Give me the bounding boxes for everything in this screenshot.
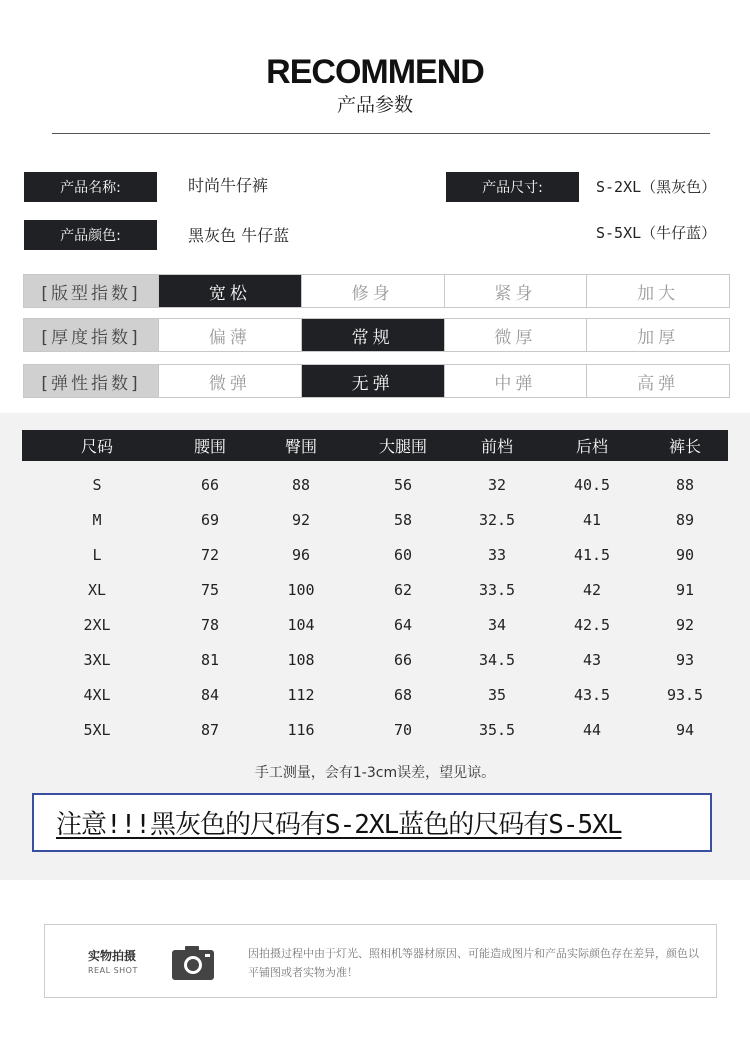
product-color-label: 产品颜色: <box>24 220 157 250</box>
cell-waist: 72 <box>200 545 220 564</box>
cell-size: 2XL <box>83 615 111 634</box>
table-row <box>22 642 728 677</box>
cell-waist: 66 <box>200 475 220 494</box>
fit-option-loose: 宽松 <box>158 275 301 307</box>
table-row <box>22 712 728 747</box>
header-divider <box>52 133 710 134</box>
camera-icon <box>171 945 215 981</box>
cell-size: 5XL <box>83 720 111 739</box>
cell-front-rise: 33.5 <box>478 580 516 599</box>
cell-thigh: 64 <box>393 615 413 634</box>
table-row <box>22 537 728 572</box>
thickness-index-row <box>23 318 730 352</box>
cell-thigh: 66 <box>393 650 413 669</box>
cell-waist: 78 <box>200 615 220 634</box>
thickness-option-regular: 常规 <box>301 319 444 351</box>
table-row <box>22 572 728 607</box>
cell-size: L <box>92 545 102 564</box>
cell-thigh: 58 <box>393 510 413 529</box>
cell-waist: 84 <box>200 685 220 704</box>
cell-front-rise: 34.5 <box>478 650 516 669</box>
elasticity-option-high: 高弹 <box>586 365 729 397</box>
fit-option-plus: 加大 <box>586 275 729 307</box>
cell-hip: 108 <box>287 650 315 669</box>
cell-thigh: 70 <box>393 720 413 739</box>
product-color-value: 黑灰色 牛仔蓝 <box>188 226 290 245</box>
page-title: RECOMMEND <box>266 53 484 91</box>
cell-size: S <box>92 475 102 494</box>
header-length: 裤长 <box>668 437 701 456</box>
product-size-label: 产品尺寸: <box>446 172 579 202</box>
cell-waist: 75 <box>200 580 220 599</box>
thickness-option-slightly-thick: 微厚 <box>444 319 587 351</box>
cell-front-rise: 32 <box>487 475 507 494</box>
elasticity-index-label: [弹性指数] <box>24 365 158 397</box>
fit-option-slim: 修身 <box>301 275 444 307</box>
table-row <box>22 467 728 502</box>
cell-size: 3XL <box>83 650 111 669</box>
cell-length: 93 <box>675 650 695 669</box>
cell-front-rise: 32.5 <box>478 510 516 529</box>
cell-hip: 92 <box>291 510 311 529</box>
fit-option-tight: 紧身 <box>444 275 587 307</box>
thickness-option-thick: 加厚 <box>586 319 729 351</box>
product-size-value-2: S-5XL（牛仔蓝） <box>596 224 717 242</box>
cell-back-rise: 44 <box>582 720 602 739</box>
cell-front-rise: 33 <box>487 545 507 564</box>
header-hip: 臀围 <box>284 437 317 456</box>
cell-length: 88 <box>675 475 695 494</box>
cell-back-rise: 43 <box>582 650 602 669</box>
product-size-value-1: S-2XL（黑灰色） <box>596 178 717 196</box>
cell-length: 93.5 <box>666 685 704 704</box>
size-notice-text: 注意!!!黑灰色的尺码有S-2XL蓝色的尺码有S-5XL <box>56 810 622 840</box>
table-row <box>22 607 728 642</box>
cell-length: 91 <box>675 580 695 599</box>
fit-index-row <box>23 274 730 308</box>
cell-waist: 81 <box>200 650 220 669</box>
elasticity-option-slight: 微弹 <box>158 365 301 397</box>
header-size: 尺码 <box>80 437 113 456</box>
cell-length: 89 <box>675 510 695 529</box>
page-header <box>0 52 750 118</box>
cell-hip: 88 <box>291 475 311 494</box>
cell-waist: 87 <box>200 720 220 739</box>
cell-back-rise: 41 <box>582 510 602 529</box>
cell-front-rise: 34 <box>487 615 507 634</box>
cell-back-rise: 42 <box>582 580 602 599</box>
product-name-value: 时尚牛仔裤 <box>188 176 269 195</box>
cell-thigh: 62 <box>393 580 413 599</box>
table-row <box>22 502 728 537</box>
real-shot-disclaimer: 因拍摄过程中由于灯光、照相机等器材原因、可能造成图片和产品实际颜色存在差异，颜色以平铺图或者实物为准！ <box>248 947 699 979</box>
cell-hip: 100 <box>287 580 315 599</box>
cell-back-rise: 42.5 <box>573 615 611 634</box>
cell-length: 94 <box>675 720 695 739</box>
header-thigh: 大腿围 <box>378 437 427 456</box>
cell-size: XL <box>87 580 107 599</box>
size-notice-box <box>32 793 712 852</box>
measurement-note: 手工测量，会有1-3cm误差，望见谅。 <box>254 765 496 781</box>
header-front-rise: 前档 <box>480 437 513 456</box>
real-shot-subtitle: REAL SHOT <box>88 966 138 975</box>
cell-thigh: 60 <box>393 545 413 564</box>
cell-thigh: 68 <box>393 685 413 704</box>
cell-hip: 112 <box>287 685 315 704</box>
elasticity-option-none: 无弹 <box>301 365 444 397</box>
elasticity-option-medium: 中弹 <box>444 365 587 397</box>
cell-back-rise: 41.5 <box>573 545 611 564</box>
thickness-option-thin: 偏薄 <box>158 319 301 351</box>
header-back-rise: 后档 <box>575 437 608 456</box>
cell-front-rise: 35 <box>487 685 507 704</box>
cell-size: 4XL <box>83 685 111 704</box>
cell-hip: 116 <box>287 720 315 739</box>
real-shot-box <box>44 924 717 998</box>
cell-hip: 96 <box>291 545 311 564</box>
cell-length: 92 <box>675 615 695 634</box>
header-waist: 腰围 <box>193 437 226 456</box>
cell-waist: 69 <box>200 510 220 529</box>
cell-back-rise: 40.5 <box>573 475 611 494</box>
elasticity-index-row <box>23 364 730 398</box>
size-table <box>22 430 728 747</box>
cell-thigh: 56 <box>393 475 413 494</box>
fit-index-label: [版型指数] <box>24 275 158 307</box>
cell-size: M <box>92 510 102 529</box>
page-subtitle: 产品参数 <box>336 94 413 116</box>
real-shot-title: 实物拍摄 <box>88 949 137 963</box>
cell-length: 90 <box>675 545 695 564</box>
cell-hip: 104 <box>287 615 315 634</box>
cell-front-rise: 35.5 <box>478 720 516 739</box>
thickness-index-label: [厚度指数] <box>24 319 158 351</box>
product-name-label: 产品名称: <box>24 172 157 202</box>
cell-back-rise: 43.5 <box>573 685 611 704</box>
size-table-header <box>22 430 728 461</box>
table-row <box>22 677 728 712</box>
